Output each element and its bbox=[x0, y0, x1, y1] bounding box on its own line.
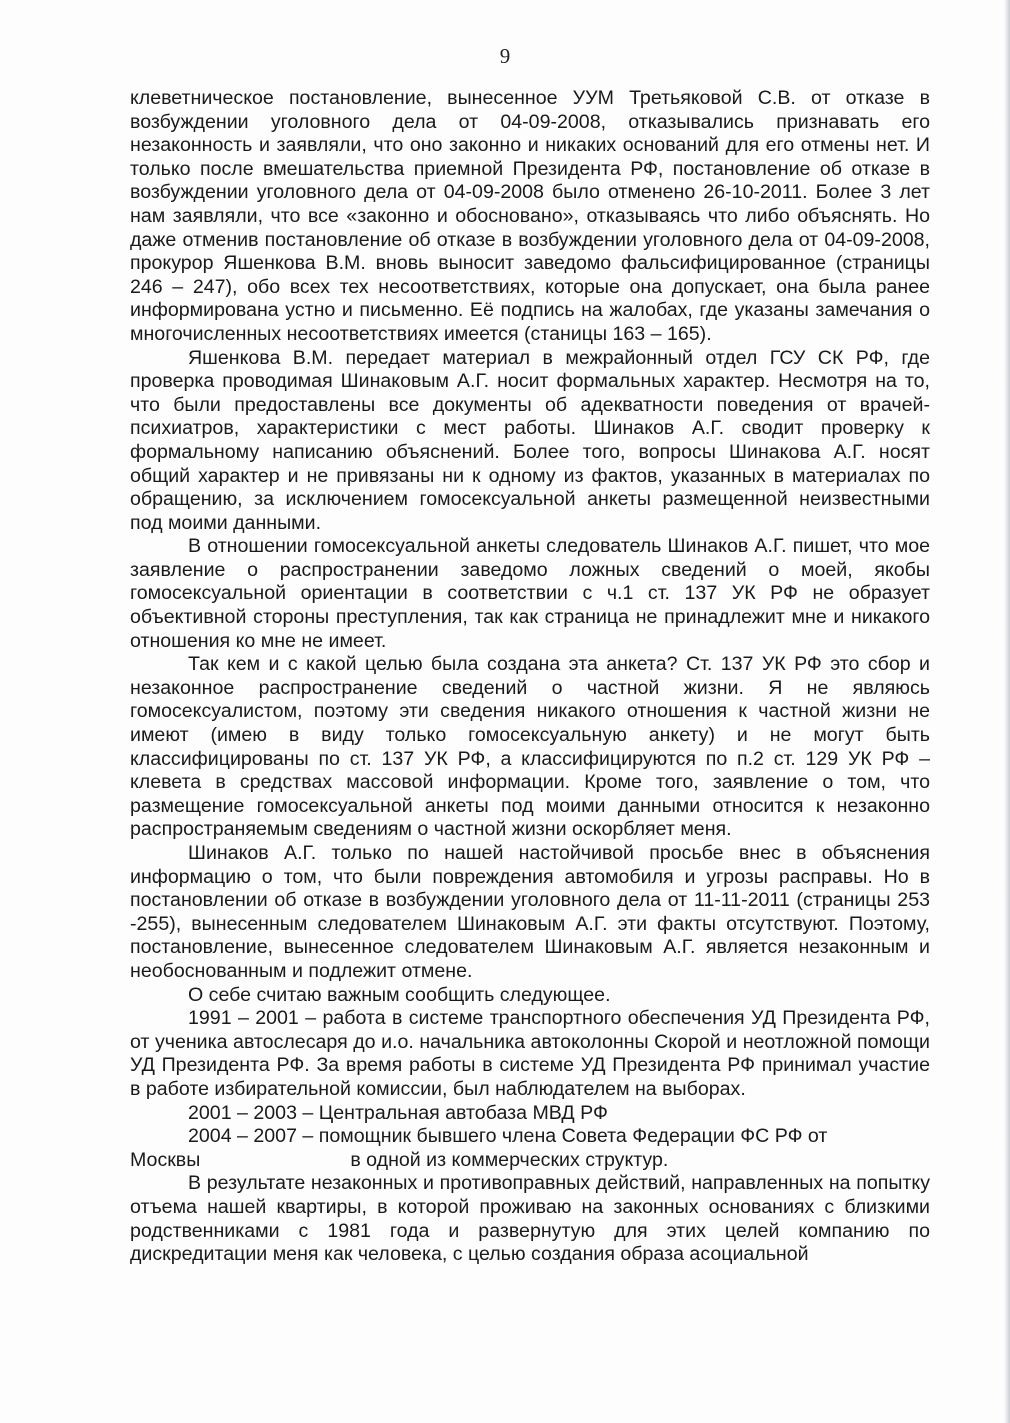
paragraph-6: О себе считаю важным сообщить следующее. bbox=[188, 983, 611, 1006]
paragraph-5: Шинаков А.Г. только по нашей настойчивой просьбе внес в объяснения информацию о том, что были повреждения автомобиля и угрозы расправы. Но в постановлении об отказе в возбуждении уголовного дела от 11-11-2011 (страницы 253 -255), вынесенным следователем Шинаковым А.Г. эти факты отсутствуют. Поэтому, постановление, вынесенное следователем Шинаковым А.Г. является незаконным и необоснованным и подлежит отмене. bbox=[130, 842, 930, 982]
paragraph-10-end: в одной из коммерческих структур. bbox=[350, 1148, 669, 1171]
paragraph-1: клеветническое постановление, вынесенное УУМ Третьяковой С.В. от отказе в возбуждении уголовного дела от 04-09-2008, отказывались признавать его незаконность и заявляли, что оно законно и никаких оснований для его отмены нет. И только после вмешательства приемной Президента РФ, постановление об отказе в возбуждении уголовного дела от 04-09-2008 было отменено 26-10-2011. Более 3 лет нам заявляли, что все «законно и обосновано», отказываясь что либо объяснять. Но даже отменив постановление об отказе в возбуждении уголовного дела от 04-09-2008, прокурор Яшенкова В.М. вновь выносит заведомо фальсифицированное (страницы 246 – 247), обо всех тех несоответствиях, которые она допускает, она была ранее информирована устно и письменно. Её подпись на жалобах, где указаны замечания о многочисленных несоответствиях имеется (станицы 163 – 165). bbox=[130, 87, 930, 345]
paragraph-3: В отношении гомосексуальной анкеты следователь Шинаков А.Г. пишет, что мое заявление о распространении заведомо ложных сведений о моей, якобы гомосексуальной ориентации в соответствии с ч.1 ст. 137 УК РФ не образует объективной стороны преступления, так как страница не принадлежит мне и никакого отношения ко мне не имеет. bbox=[130, 535, 930, 652]
paragraph-7: 1991 – 2001 – работа в системе транспортного обеспечения УД Президента РФ, от ученика автослесаря до и.о. начальника автоколонны Скорой и неотложной помощи УД Президента РФ. За время работы в системе УД Президента РФ принимал участие в работе избирательной комиссии, был наблюдателем на выборах. bbox=[130, 1007, 930, 1100]
paragraph-9: 2004 – 2007 – помощник бывшего члена Совета Федерации ФС РФ от bbox=[188, 1125, 828, 1148]
paragraph-8: 2001 – 2003 – Центральная автобаза МВД РФ bbox=[188, 1101, 608, 1124]
paragraph-10 bbox=[130, 1149, 930, 1173]
document-body bbox=[130, 87, 930, 1267]
paragraph-2: Яшенкова В.М. передает материал в межрайонный отдел ГСУ СК РФ, где проверка проводимая Шинаковым А.Г. носит формальных характер. Несмотря на то, что были предоставлены все документы об адекватности поведения от врачей-психиатров, характеристики с мест работы. Шинаков А.Г. сводит проверку к формальному написанию объяснений. Более того, вопросы Шинакова А.Г. носят общий характер и не привязаны ни к одному из фактов, указанных в материалах по обращению, за исключением гомосексуальной анкеты размещенной неизвестными под моими данными. bbox=[130, 346, 930, 534]
paragraph-4: Так кем и с какой целью была создана эта анкета? Ст. 137 УК РФ это сбор и незаконное распространение сведений о частной жизни. Я не являюсь гомосексуалистом, поэтому эти сведения никакого отношения к частной жизни не имеют (имею в виду только гомосексуальную анкету) и не могут быть классифицированы по ст. 137 УК РФ, а классифицируются по п.2 ст. 129 УК РФ – клевета в средствах массовой информации. Кроме того, заявление о том, что размещение гомосексуальной анкеты под моими данными относится к незаконно распространяемым сведениям о частной жизни оскорбляет меня. bbox=[130, 653, 930, 841]
scan-edge-shadow bbox=[1004, 0, 1010, 1423]
paragraph-11: В результате незаконных и противоправных действий, направленных на попытку отъема нашей квартиры, в которой проживаю на законных основаниях с близкими родственниками с 1981 года и развернутую для этих целей компанию по дискредитации меня как человека, с целью создания образа асоциальной bbox=[130, 1172, 930, 1266]
page-number: 9 bbox=[499, 44, 511, 68]
paragraph-10-start: Москвы bbox=[130, 1148, 201, 1171]
